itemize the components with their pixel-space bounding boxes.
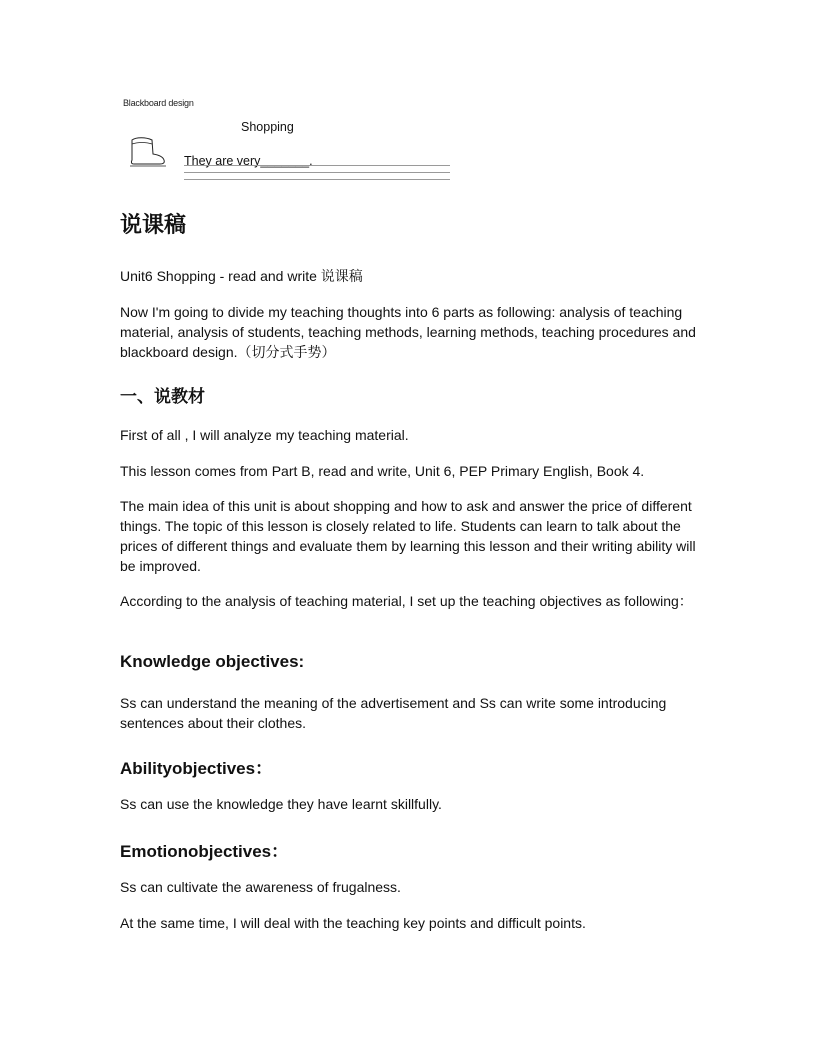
emotion-objectives-text: Ss can cultivate the awareness of frugalness. (120, 879, 401, 895)
blackboard-line-2 (184, 172, 450, 173)
ability-objectives-text: Ss can use the knowledge they have learnt skillfully. (120, 796, 442, 812)
section-heading-teaching-material: 一、说教材 (120, 387, 205, 407)
closing-paragraph: At the same time, I will deal with the teaching key points and difficult points. (120, 915, 586, 931)
blackboard-caption: Blackboard design (123, 98, 194, 108)
blackboard-title: Shopping (241, 120, 294, 134)
paragraph-main-idea: The main idea of this unit is about shopping and how to ask and answer the price of different things. The topic of this lesson is closely related to life. Students can learn to talk about the prices of different things and evaluate them by learning this lesson and their writing ability will be improved. (120, 498, 696, 574)
blackboard-sentence: They are very_______. (184, 154, 313, 168)
paragraph-objectives-intro: According to the analysis of teaching material, I set up the teaching objectives as following： (120, 593, 693, 609)
paragraph-analyze: First of all , I will analyze my teaching material. (120, 427, 409, 443)
document-title: 说课稿 (120, 213, 187, 238)
ability-objectives-heading: Abilityobjectives： (120, 759, 273, 778)
knowledge-objectives-heading: Knowledge objectives: (120, 652, 305, 671)
blackboard-line-1 (184, 165, 450, 166)
blackboard-line-3 (184, 179, 450, 180)
knowledge-objectives-text: Ss can understand the meaning of the advertisement and Ss can write some introducing sentences about their clothes. (120, 695, 667, 731)
emotion-objectives-heading: Emotionobjectives： (120, 842, 289, 861)
paragraph-lesson-source: This lesson comes from Part B, read and write, Unit 6, PEP Primary English, Book 4. (120, 463, 645, 479)
intro-paragraph: Now I'm going to divide my teaching thoughts into 6 parts as following: analysis of teaching material, analysis of students, teaching methods, learning methods, teaching procedures and blackboard design.（切分式手势） (120, 304, 696, 360)
boot-icon (126, 136, 170, 170)
document-subtitle: Unit6 Shopping - read and write 说课稿 (120, 268, 363, 284)
